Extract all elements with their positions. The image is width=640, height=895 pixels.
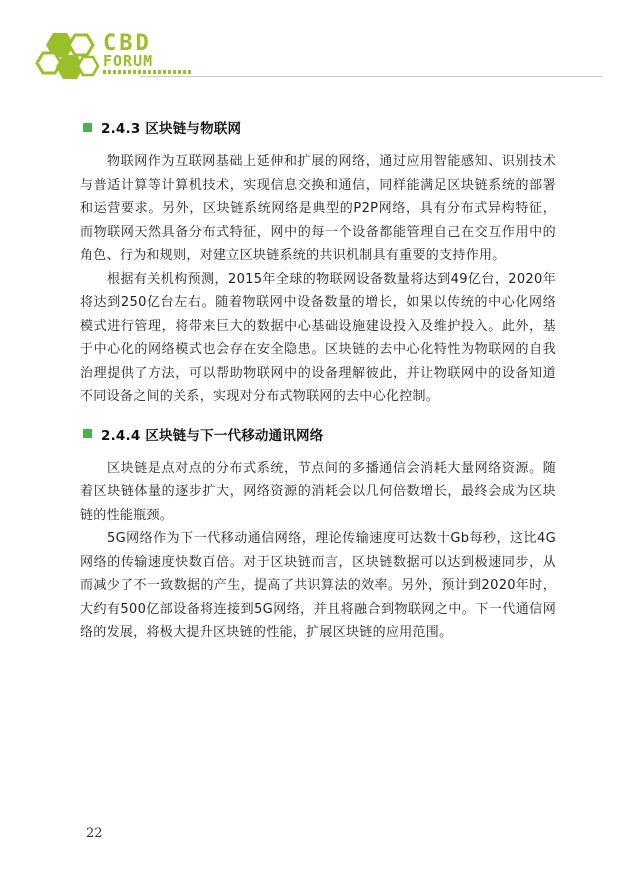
square-bullet-icon: [83, 429, 92, 438]
paragraph: 5G网络作为下一代移动通信网络，理论传输速度可达数十Gb每秒，这比4G网络的传输速度快数百倍。对于区块链而言，区块链数据可以达到极速同步，从而减少了不一致数据的产生，提高了共识算法的效率。另外，预计到2020年时，大约有500亿部设备将连接到5G网络，并且将融合到物联网之中。下一代通信网络的发展，将极大提升区块链的性能，扩展区块链的应用范围。: [80, 531, 556, 640]
square-bullet-icon: [83, 123, 92, 132]
paragraph: 根据有关机构预测，2015年全球的物联网设备数量将达到49亿台，2020年将达到250亿台左右。随着物联网中设备数量的增长，如果以传统的中心化网络模式进行管理，将带来巨大的数据中心基础设施建设投入及维护投入。此外，基于中心化的网络模式也会存在安全隐患。区块链的去中心化特性为物联网的自我治理提供了方法，可以帮助物联网中的设备理解彼此，并让物联网中的设备知道不同设备之间的关系，实现对分布式物联网的去中心化控制。: [80, 271, 556, 404]
section-heading: [80, 116, 556, 138]
logo-tagline: [103, 70, 193, 74]
logo-text-forum: FORUM: [103, 52, 154, 70]
paragraph: 区块链是点对点的分布式系统，节点间的多播通信会消耗大量网络资源。随着区块链体量的逐步扩大，网络资源的消耗会以几何倍数增长，最终会成为区块链的性能瓶颈。: [80, 460, 556, 523]
section-heading: [80, 423, 556, 445]
logo-text-cbd: CBD: [103, 31, 152, 56]
page-header: [0, 0, 640, 90]
page-number: 22: [86, 826, 103, 841]
section-5g: [80, 423, 556, 645]
paragraph: 物联网作为互联网基础上延伸和扩展的网络，通过应用智能感知、识别技术与普适计算等计算机技术，实现信息交换和通信，同样能满足区块链系统的部署和运营要求。另外，区块链系统网络是典型的P2P网络，具有分布式异构特征，而物联网天然具备分布式特征，网中的每一个设备都能管理自己在交互作用中的角色、行为和规则，对建立区块链系统的共识机制具有重要的支持作用。: [80, 154, 556, 263]
header-divider: [140, 76, 602, 77]
section-iot: [80, 116, 556, 409]
page-body: [80, 116, 556, 645]
section-title: 2.4.3 区块链与物联网: [101, 121, 242, 137]
hexagon-cluster-icon: [33, 31, 101, 83]
section-title: 2.4.4 区块链与下一代移动通讯网络: [101, 427, 324, 444]
